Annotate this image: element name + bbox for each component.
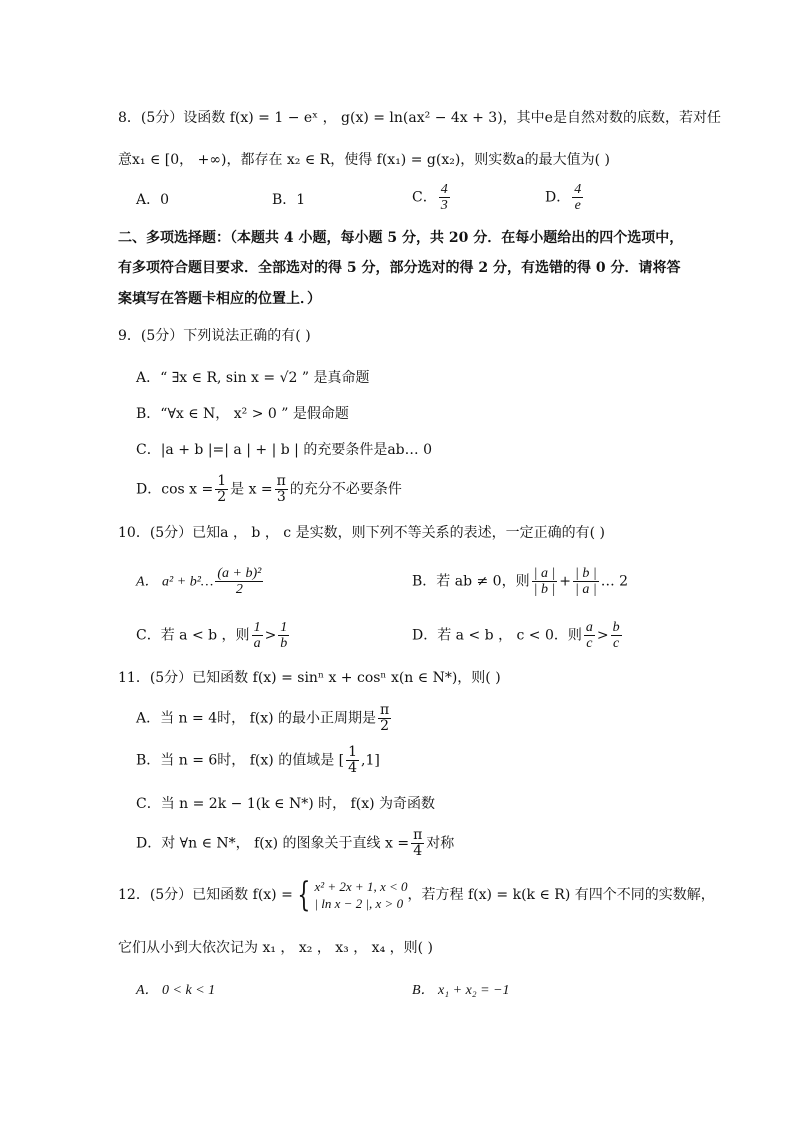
q10-option-b-f1-num: | a | [533,566,556,581]
q8-option-c [412,182,452,213]
q11-option-a [136,703,393,734]
q10-option-c-f1-den: a [253,636,261,651]
q11-option-c: C．当 n = 2k − 1(k ∈ N*) 时， f(x) 为奇函数 [136,796,436,812]
q10-option-d-f1-num: a [585,620,593,635]
q8-option-d-num: 4 [574,182,582,197]
q11-option-b-fraction [346,745,359,776]
q12-brace-glyph: { [297,875,311,915]
section2-line3: 案填写在答题卡相应的位置上．） [118,291,321,307]
q12-option-b: B． x₁ + x₂ = −1 [412,983,510,998]
q10-stem: 10．(5分）已知a ， b ， c 是实数，则下列不等关系的表述，一定正确的有( ) [118,525,605,541]
q9-option-d-post: 的充分不必要条件 [289,481,402,498]
q10-option-b-f2-num: | b | [575,566,597,581]
q9-option-d-pre: D．cos x = [136,481,214,498]
q9-option-b: B．“∀x ∈ N， x² > 0 ” 是假命题 [136,406,349,422]
q11-option-d-fraction [411,828,424,859]
q8-option-b: B．1 [272,192,306,208]
q10-option-a-fraction [215,566,263,597]
q10-option-b-pre: B．若 ab ≠ 0，则 [412,573,530,590]
q10-option-c-fraction2 [278,620,289,651]
q9-option-d-f2-den: 3 [276,489,286,505]
q11-option-b-den: 4 [348,760,358,776]
q12-stem-line2: 它们从小到大依次记为 x₁ ， x₂ ， x₃ ， x₄ ，则( ) [118,940,434,956]
q10-option-b-f2-den: | a | [575,582,597,597]
q11-option-b-pre: B．当 n = 6时， f(x) 的值域是 [ [136,752,345,769]
q12-stem-line1 [118,875,715,915]
q11-option-a-fraction [378,703,391,734]
q9-stem: 9．(5分）下列说法正确的有( ) [118,328,311,344]
q12-piecewise-rows [314,878,407,912]
q12-stem-post: ，若方程 f(x) = k(k ∈ R) 有四个不同的实数解， [407,887,715,903]
q10-option-c-gt: > [264,627,277,644]
q11-option-b [136,745,380,776]
q10-option-d [412,620,624,651]
q12-option-a: A． 0 < k < 1 [136,983,216,998]
q10-option-d-f2-num: b [612,620,620,635]
q9-option-d-f1-num: 1 [217,473,227,489]
q8-option-d-label: D． [545,189,571,206]
q11-option-d [136,828,454,859]
q12-case1: x² + 2x + 1, x < 0 [314,879,408,894]
q8-option-a: A．0 [136,192,170,208]
q9-option-c: C．|a + b |=| a | + | b | 的充要条件是ab… 0 [136,442,432,458]
q11-option-a-num: π [380,702,390,718]
q10-option-d-pre: D．若 a < b ， c < 0．则 [412,627,582,644]
q11-option-a-den: 2 [380,718,390,734]
q8-option-d-fraction [572,182,583,213]
q10-option-a-num: (a + b)² [217,566,262,581]
q8-stem-line1: 8．(5分）设函数 f(x) = 1 − eˣ ， g(x) = ln(ax² − 4x + 3)，其中e是自然对数的底数，若对任 [118,110,721,126]
q11-option-d-post: 对称 [426,835,455,852]
q9-option-d [136,474,402,505]
q12-stem-pre: 12．(5分）已知函数 f(x) = [118,887,293,903]
q10-option-c-f2-num: 1 [280,620,288,635]
q8-option-d [545,182,585,213]
q9-option-d-fraction1 [215,474,228,505]
q10-option-a [136,566,265,597]
q9-option-d-mid: 是 x = [230,481,273,498]
q9-option-d-f1-den: 2 [217,489,227,505]
q8-stem-line2: 意x₁ ∈ [0， +∞)，都存在 x₂ ∈ R，使得 f(x₁) = g(x₂)，则实数a的最大值为( ) [118,152,611,168]
q10-option-d-f1-den: c [586,636,593,651]
q8-option-c-den: 3 [440,198,448,213]
q11-option-d-num: π [413,827,423,843]
q9-option-a: A．“ ∃x ∈ R, sin x = √2 ” 是真命题 [136,370,370,386]
q11-option-d-den: 4 [413,843,423,859]
q11-stem: 11．(5分）已知函数 f(x) = sinⁿ x + cosⁿ x(n ∈ N*)，则( ) [118,670,501,686]
q8-option-c-fraction [439,182,450,213]
q10-option-b-fraction2 [573,566,599,597]
q9-option-d-fraction2 [275,474,288,505]
q10-option-d-fraction2 [611,620,622,651]
q10-option-c-f2-den: b [280,636,288,651]
q12-case2: | ln x − 2 |, x > 0 [314,896,404,911]
q10-option-a-pre: A． a² + b²… [136,574,214,590]
q10-option-c-f1-num: 1 [253,620,261,635]
q8-option-d-den: e [574,198,581,213]
q9-option-d-f2-num: π [276,473,286,489]
q11-option-a-pre: A．当 n = 4时， f(x) 的最小正周期是 [136,710,377,727]
q10-option-d-fraction1 [584,620,595,651]
q10-option-c-pre: C．若 a < b ，则 [136,627,250,644]
q10-option-b [412,566,628,597]
q10-option-b-plus: + [559,573,572,590]
q10-option-d-f2-den: c [613,636,620,651]
q10-option-a-den: 2 [235,582,243,597]
q10-option-c-fraction1 [252,620,263,651]
q11-option-b-num: 1 [348,744,358,760]
q10-option-c [136,620,291,651]
q10-option-b-post: … 2 [600,573,629,590]
q10-option-d-gt: > [596,627,609,644]
q11-option-b-post: ,1] [361,752,380,769]
q12-piecewise [293,875,408,915]
q8-option-c-label: C． [412,189,437,206]
q10-option-b-fraction1 [532,566,558,597]
q8-option-c-num: 4 [440,182,448,197]
q11-option-d-pre: D．对 ∀n ∈ N*， f(x) 的图象关于直线 x = [136,835,410,852]
section2-line1: 二、多项选择题：（本题共 4 小题，每小题 5 分，共 20 分．在每小题给出的四个选项中， [118,230,684,246]
section2-line2: 有多项符合题目要求．全部选对的得 5 分，部分选对的得 2 分，有选错的得 0 分．请将答 [118,260,681,276]
q10-option-b-f1-den: | b | [533,582,556,597]
